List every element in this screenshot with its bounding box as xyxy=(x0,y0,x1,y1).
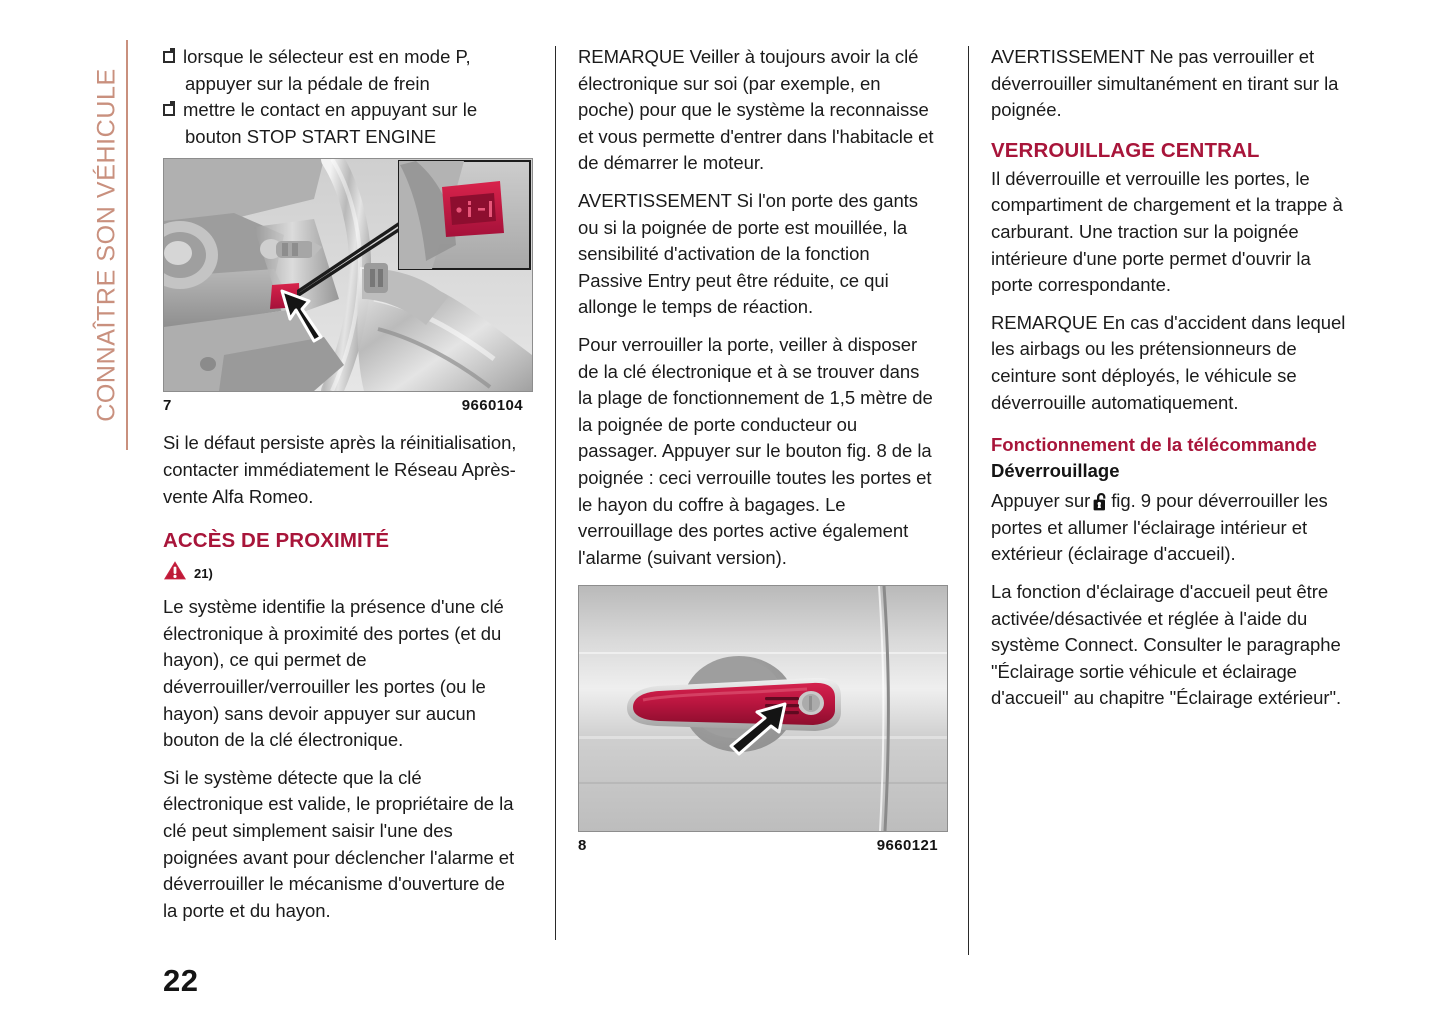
page-number: 22 xyxy=(163,963,199,998)
subheading-fonctionnement-telecommande: Fonctionnement de la télécommande xyxy=(991,434,1317,456)
figure-7-caption xyxy=(163,397,523,414)
paragraph: AVERTISSEMENT Ne pas verrouiller et déverrouiller simultanément en tirant sur la poignée. xyxy=(991,46,1339,121)
column-1 xyxy=(163,44,523,935)
paragraph: Si le défaut persiste après la réinitialisation, contacter immédiatement le Réseau Après-vente Alfa Romeo. xyxy=(163,432,517,507)
column-2 xyxy=(578,44,938,854)
paragraph: REMARQUE Veiller à toujours avoir la clé électronique sur soi (par exemple, en poche) pour que le système la reconnaisse et vous permette d'entrer dans l'habitacle et de démarrer le moteur. xyxy=(578,46,934,174)
dashboard-start-button-illustration xyxy=(164,159,532,391)
column-divider-2 xyxy=(968,46,969,955)
figure-8-number: 8 xyxy=(578,837,587,855)
figure-7-image xyxy=(163,158,533,392)
chapter-tab-rule xyxy=(126,40,128,450)
figure-8-code: 9660121 xyxy=(876,837,938,855)
bullet-item-text: mettre le contact en appuyant sur le bouton STOP START ENGINE xyxy=(183,99,478,147)
bullet-item xyxy=(163,97,523,150)
paragraph: Si le système détecte que la clé électronique est valide, le propriétaire de la clé peut simplement saisir l'une des poignées avant pour déclencher l'alarme et déverrouiller le mécanisme d'ouverture de la porte et du hayon. xyxy=(163,766,515,921)
chapter-tab xyxy=(86,40,128,450)
column-3 xyxy=(991,44,1351,723)
warning-reference-row xyxy=(163,558,523,582)
warning-triangle-icon xyxy=(163,560,187,581)
section-heading-verrouillage-central: VERROUILLAGE CENTRAL xyxy=(991,138,1260,162)
paragraph: Pour verrouiller la porte, veiller à disposer de la clé électronique et à se trouver dans la plage de fonctionnement de 1,5 mètre de la poignée de porte conducteur ou passager. Appuyer sur le bouton fig. 8 de la poignée : ceci verrouille toutes les portes et le hayon du coffre à bagages. Le verrouillage des portes active également l'alarme (suivant version). xyxy=(578,333,933,568)
paragraph: Le système identifie la présence d'une clé électronique à proximité des portes (et du hayon), ce qui permet de déverrouiller/verrouiller les portes (ou le hayon) sans devoir appuyer sur aucun bouton de la clé électronique. xyxy=(163,596,504,751)
figure-8-image xyxy=(578,585,948,832)
figure-7-code: 9660104 xyxy=(461,397,523,415)
paragraph-text-after-icon: fig. 9 pour déverrouiller les portes et allumer l'éclairage intérieur et extérieur (éclairage d'accueil). xyxy=(991,490,1328,565)
paragraph: Il déverrouille et verrouille les portes, le compartiment de chargement et la trappe à carburant. Une traction sur la poignée intérieure d'une porte permet d'ouvrir la porte correspondante. xyxy=(991,167,1343,296)
warning-reference-number: 21) xyxy=(194,565,213,581)
paragraph-text-before-icon: Appuyer sur xyxy=(991,490,1091,512)
column-divider-1 xyxy=(555,46,556,940)
subheading-deverrouillage: Déverrouillage xyxy=(991,460,1120,482)
chapter-tab-label: CONNAÎTRE SON VÉHICULE xyxy=(92,68,121,422)
paragraph-with-lock-icon xyxy=(991,488,1351,568)
unlock-padlock-icon xyxy=(1093,492,1108,511)
figure-7-number: 7 xyxy=(163,397,172,415)
figure-8-caption xyxy=(578,837,938,854)
section-heading-acces-de-proximite: ACCÈS DE PROXIMITÉ xyxy=(163,529,390,553)
bullet-item-text: lorsque le sélecteur est en mode P, appuyer sur la pédale de frein xyxy=(183,46,471,94)
square-bullet-icon xyxy=(163,104,175,116)
door-handle-illustration xyxy=(579,586,947,831)
paragraph: La fonction d'éclairage d'accueil peut être activée/désactivée et réglée à l'aide du système Connect. Consulter le paragraphe "Éclairage sortie véhicule et éclairage d'accueil" au chapitre "Éclairage extérieur". xyxy=(991,580,1342,709)
figure-8 xyxy=(578,585,938,854)
paragraph: REMARQUE En cas d'accident dans lequel les airbags ou les prétensionneurs de ceinture sont déployés, le véhicule se déverrouille automatiquement. xyxy=(991,311,1346,413)
paragraph: AVERTISSEMENT Si l'on porte des gants ou si la poignée de porte est mouillée, la sensibilité d'activation de la fonction Passive Entry peut être réduite, ce qui allonge le temps de réaction. xyxy=(578,189,918,318)
bullet-item xyxy=(163,44,523,97)
figure-7 xyxy=(163,158,523,414)
square-bullet-icon xyxy=(163,51,175,63)
